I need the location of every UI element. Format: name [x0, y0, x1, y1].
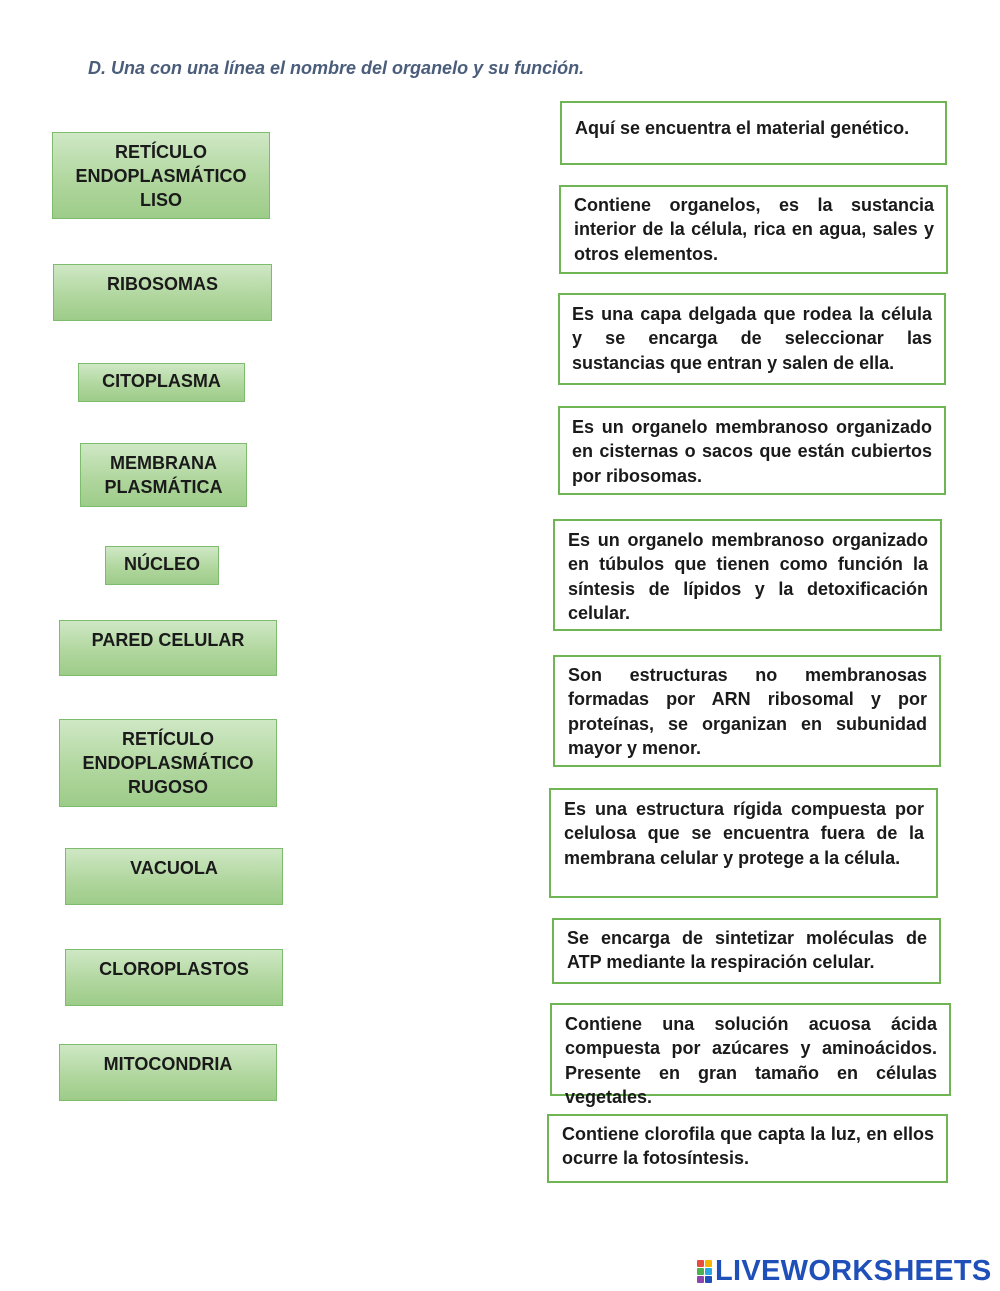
organelle-card-reticulo-liso[interactable] — [52, 132, 270, 219]
organelle-label: MEMBRANA PLASMÁTICA — [104, 453, 223, 497]
function-box[interactable] — [553, 519, 942, 631]
organelle-label: CITOPLASMA — [102, 371, 221, 391]
function-box[interactable] — [550, 1003, 951, 1107]
organelle-label: VACUOLA — [130, 858, 218, 878]
function-box[interactable] — [547, 1114, 948, 1183]
organelle-label: RETÍCULO ENDOPLASMÁTICO LISO — [75, 142, 247, 210]
organelle-label: RETÍCULO ENDOPLASMÁTICO RUGOSO — [82, 729, 254, 797]
organelle-label: PARED CELULAR — [91, 630, 245, 650]
organelle-label: NÚCLEO — [124, 554, 200, 574]
organelle-card-ribosomas[interactable] — [53, 264, 272, 321]
function-box[interactable] — [559, 185, 948, 274]
function-text: Es una estructura rígida compuesta por celulosa que se encuentra fuera de la membrana celular y protege a la célula. — [564, 799, 924, 868]
function-box[interactable] — [560, 101, 947, 165]
organelle-card-nucleo[interactable] — [105, 546, 219, 585]
organelle-label: RIBOSOMAS — [106, 274, 218, 294]
function-text: Contiene organelos, es la sustancia interior de la célula, rica en agua, sales y otros elementos. — [574, 195, 934, 264]
organelle-label: CLOROPLASTOS — [99, 959, 249, 979]
organelle-card-pared-celular[interactable] — [59, 620, 277, 676]
function-box[interactable] — [549, 788, 938, 898]
liveworksheets-logo — [697, 1255, 992, 1287]
function-text: Se encarga de sintetizar moléculas de ATP mediante la respiración celular. — [567, 928, 927, 973]
function-box[interactable] — [558, 293, 946, 385]
organelle-card-reticulo-rugoso[interactable] — [59, 719, 277, 807]
function-box[interactable] — [558, 406, 946, 495]
organelle-card-membrana-plasmatica[interactable] — [80, 443, 247, 507]
function-text: Contiene una solución acuosa ácida compuesta por azúcares y aminoácidos. Presente en gran tamaño en células vegetales. — [565, 1014, 937, 1107]
organelle-card-vacuola[interactable] — [65, 848, 283, 905]
function-box[interactable] — [552, 918, 941, 984]
function-box[interactable] — [553, 655, 941, 767]
liveworksheets-logo-icon — [697, 1260, 712, 1283]
function-text: Es una capa delgada que rodea la célula y se encarga de seleccionar las sustancias que entran y salen de ella. — [572, 304, 932, 373]
instruction-heading: D. Una con una línea el nombre del organelo y su función. — [88, 58, 585, 78]
liveworksheets-logo-text: LIVEWORKSHEETS — [715, 1254, 992, 1287]
function-text: Son estructuras no membranosas formadas por ARN ribosomal y por proteínas, se organizan en subunidad mayor y menor. — [568, 665, 927, 758]
function-text: Aquí se encuentra el material genético. — [575, 118, 910, 138]
function-text: Es un organelo membranoso organizado en cisternas o sacos que están cubiertos por ribosomas. — [572, 417, 932, 486]
organelle-card-mitocondria[interactable] — [59, 1044, 277, 1101]
function-text: Contiene clorofila que capta la luz, en ellos ocurre la fotosíntesis. — [562, 1124, 934, 1169]
function-text: Es un organelo membranoso organizado en túbulos que tienen como función la síntesis de lípidos y la detoxificación celular. — [568, 530, 928, 623]
organelle-card-citoplasma[interactable] — [78, 363, 245, 402]
organelle-card-cloroplastos[interactable] — [65, 949, 283, 1006]
organelle-label: MITOCONDRIA — [103, 1054, 233, 1074]
